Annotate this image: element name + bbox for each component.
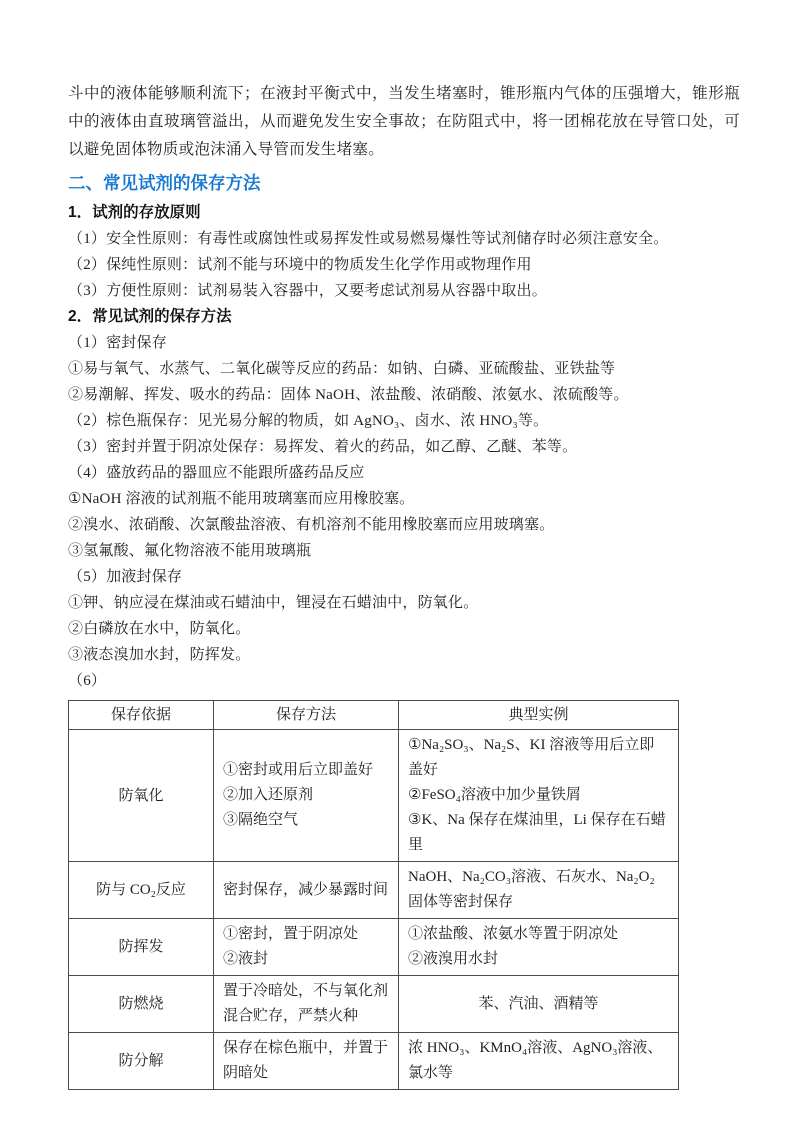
cell-line: ①密封或用后立即盖好 xyxy=(223,762,374,778)
cell-line: ②FeSO₄溶液中加少量铁屑 xyxy=(408,787,581,803)
cell-line: ②液封 xyxy=(223,951,269,967)
table-header-row xyxy=(69,701,679,730)
cell-storage-method xyxy=(214,976,399,1033)
cell-storage-basis: 防与 CO₂反应 xyxy=(69,862,214,919)
column-header-method: 保存方法 xyxy=(214,701,399,730)
cell-line: 密封保存，减少暴露时间 xyxy=(223,881,389,898)
cell-typical-examples xyxy=(399,919,679,976)
text-line: （1）安全性原则：有毒性或腐蚀性或易挥发性或易燃易爆性等试剂储存时必须注意安全。 xyxy=(68,231,669,247)
table-row xyxy=(69,862,679,919)
cell-typical-examples xyxy=(399,862,679,919)
cell-storage-method xyxy=(214,730,399,862)
text-line: （2）棕色瓶保存：见光易分解的物质，如 AgNO₃、卤水、浓 HNO₃等。 xyxy=(68,413,549,429)
cell-storage-method xyxy=(214,1033,399,1090)
cell-line: ①浓盐酸、浓氨水等置于阴凉处 xyxy=(408,926,619,942)
storage-methods-list xyxy=(68,330,740,694)
cell-typical-examples xyxy=(399,976,679,1033)
text-line: ②易潮解、挥发、吸水的药品：固体 NaOH、浓盐酸、浓硝酸、浓氨水、浓硫酸等。 xyxy=(68,387,629,403)
cell-line: ③隔绝空气 xyxy=(223,812,299,828)
cell-line: 浓 HNO₃、KMnO₄溶液、AgNO₃溶液、氯水等 xyxy=(408,1040,663,1081)
cell-line: ②液溴用水封 xyxy=(408,951,499,967)
cell-storage-basis: 防燃烧 xyxy=(69,976,214,1033)
cell-storage-basis: 防挥发 xyxy=(69,919,214,976)
cell-storage-method xyxy=(214,862,399,919)
cell-typical-examples xyxy=(399,730,679,862)
cell-typical-examples xyxy=(399,1033,679,1090)
text-line: （2）保纯性原则：试剂不能与环境中的物质发生化学作用或物理作用 xyxy=(68,257,532,273)
table-row xyxy=(69,730,679,862)
table-body xyxy=(69,730,679,1090)
storage-table xyxy=(68,700,679,1090)
table-row xyxy=(69,919,679,976)
table-row xyxy=(69,976,679,1033)
text-line: ①钾、钠应浸在煤油或石蜡油中，锂浸在石蜡油中，防氧化。 xyxy=(68,595,479,611)
document-content xyxy=(68,80,740,1090)
cell-storage-method xyxy=(214,919,399,976)
subhead-storage-methods: 2．常见试剂的保存方法 xyxy=(68,308,232,325)
cell-line: ①密封，置于阴凉处 xyxy=(223,926,359,942)
subhead-storage-principles: 1．试剂的存放原则 xyxy=(68,204,201,221)
text-line: ①NaOH 溶液的试剂瓶不能用玻璃塞而应用橡胶塞。 xyxy=(68,491,415,507)
table-row xyxy=(69,1033,679,1090)
text-line: （4）盛放药品的器皿应不能跟所盛药品反应 xyxy=(68,465,365,481)
column-header-example: 典型实例 xyxy=(399,701,679,730)
cell-line: 置于冷暗处，不与氧化剂混合贮存，严禁火种 xyxy=(223,983,389,1024)
cell-storage-basis: 防分解 xyxy=(69,1033,214,1090)
cell-storage-basis: 防氧化 xyxy=(69,730,214,862)
cell-line: ②加入还原剂 xyxy=(223,787,314,803)
section-heading-blue: 二、常见试剂的保存方法 xyxy=(68,173,261,193)
text-line: （3）密封并置于阴凉处保存：易挥发、着火的药品，如乙醇、乙醚、苯等。 xyxy=(68,439,578,455)
text-line: （6） xyxy=(68,673,107,689)
intro-paragraph: 斗中的液体能够顺利流下；在液封平衡式中，当发生堵塞时，锥形瓶内气体的压强增大，锥形瓶中的液体由直玻璃管溢出，从而避免发生安全事故；在防阻式中，将一团棉花放在导管口处，可以避免固体物质或泡沫涌入导管而发生堵塞。 xyxy=(68,85,740,158)
cell-line: 苯、汽油、酒精等 xyxy=(478,995,599,1012)
cell-line: NaOH、Na₂CO₃溶液、石灰水、Na₂O₂固体等密封保存 xyxy=(408,869,655,910)
text-line: ②白磷放在水中，防氧化。 xyxy=(68,621,251,637)
cell-line: 保存在棕色瓶中，并置于阴暗处 xyxy=(223,1040,389,1081)
text-line: ①易与氧气、水蒸气、二氧化碳等反应的药品：如钠、白磷、亚硫酸盐、亚铁盐等 xyxy=(68,361,616,377)
column-header-basis: 保存依据 xyxy=(69,701,214,730)
cell-line: ①Na₂SO₃、Na₂S、KI 溶液等用后立即盖好 xyxy=(408,737,655,778)
text-line: （5）加液封保存 xyxy=(68,569,183,585)
cell-line: ③K、Na 保存在煤油里，Li 保存在石蜡里 xyxy=(408,812,666,853)
storage-principles-list xyxy=(68,226,740,304)
text-line: （1）密封保存 xyxy=(68,335,167,351)
text-line: ③液态溴加水封，防挥发。 xyxy=(68,647,251,663)
text-line: ③氢氟酸、氟化物溶液不能用玻璃瓶 xyxy=(68,543,312,559)
text-line: ②溴水、浓硝酸、次氯酸盐溶液、有机溶剂不能用橡胶塞而应用玻璃塞。 xyxy=(68,517,555,533)
text-line: （3）方便性原则：试剂易装入容器中，又要考虑试剂易从容器中取出。 xyxy=(68,283,547,299)
